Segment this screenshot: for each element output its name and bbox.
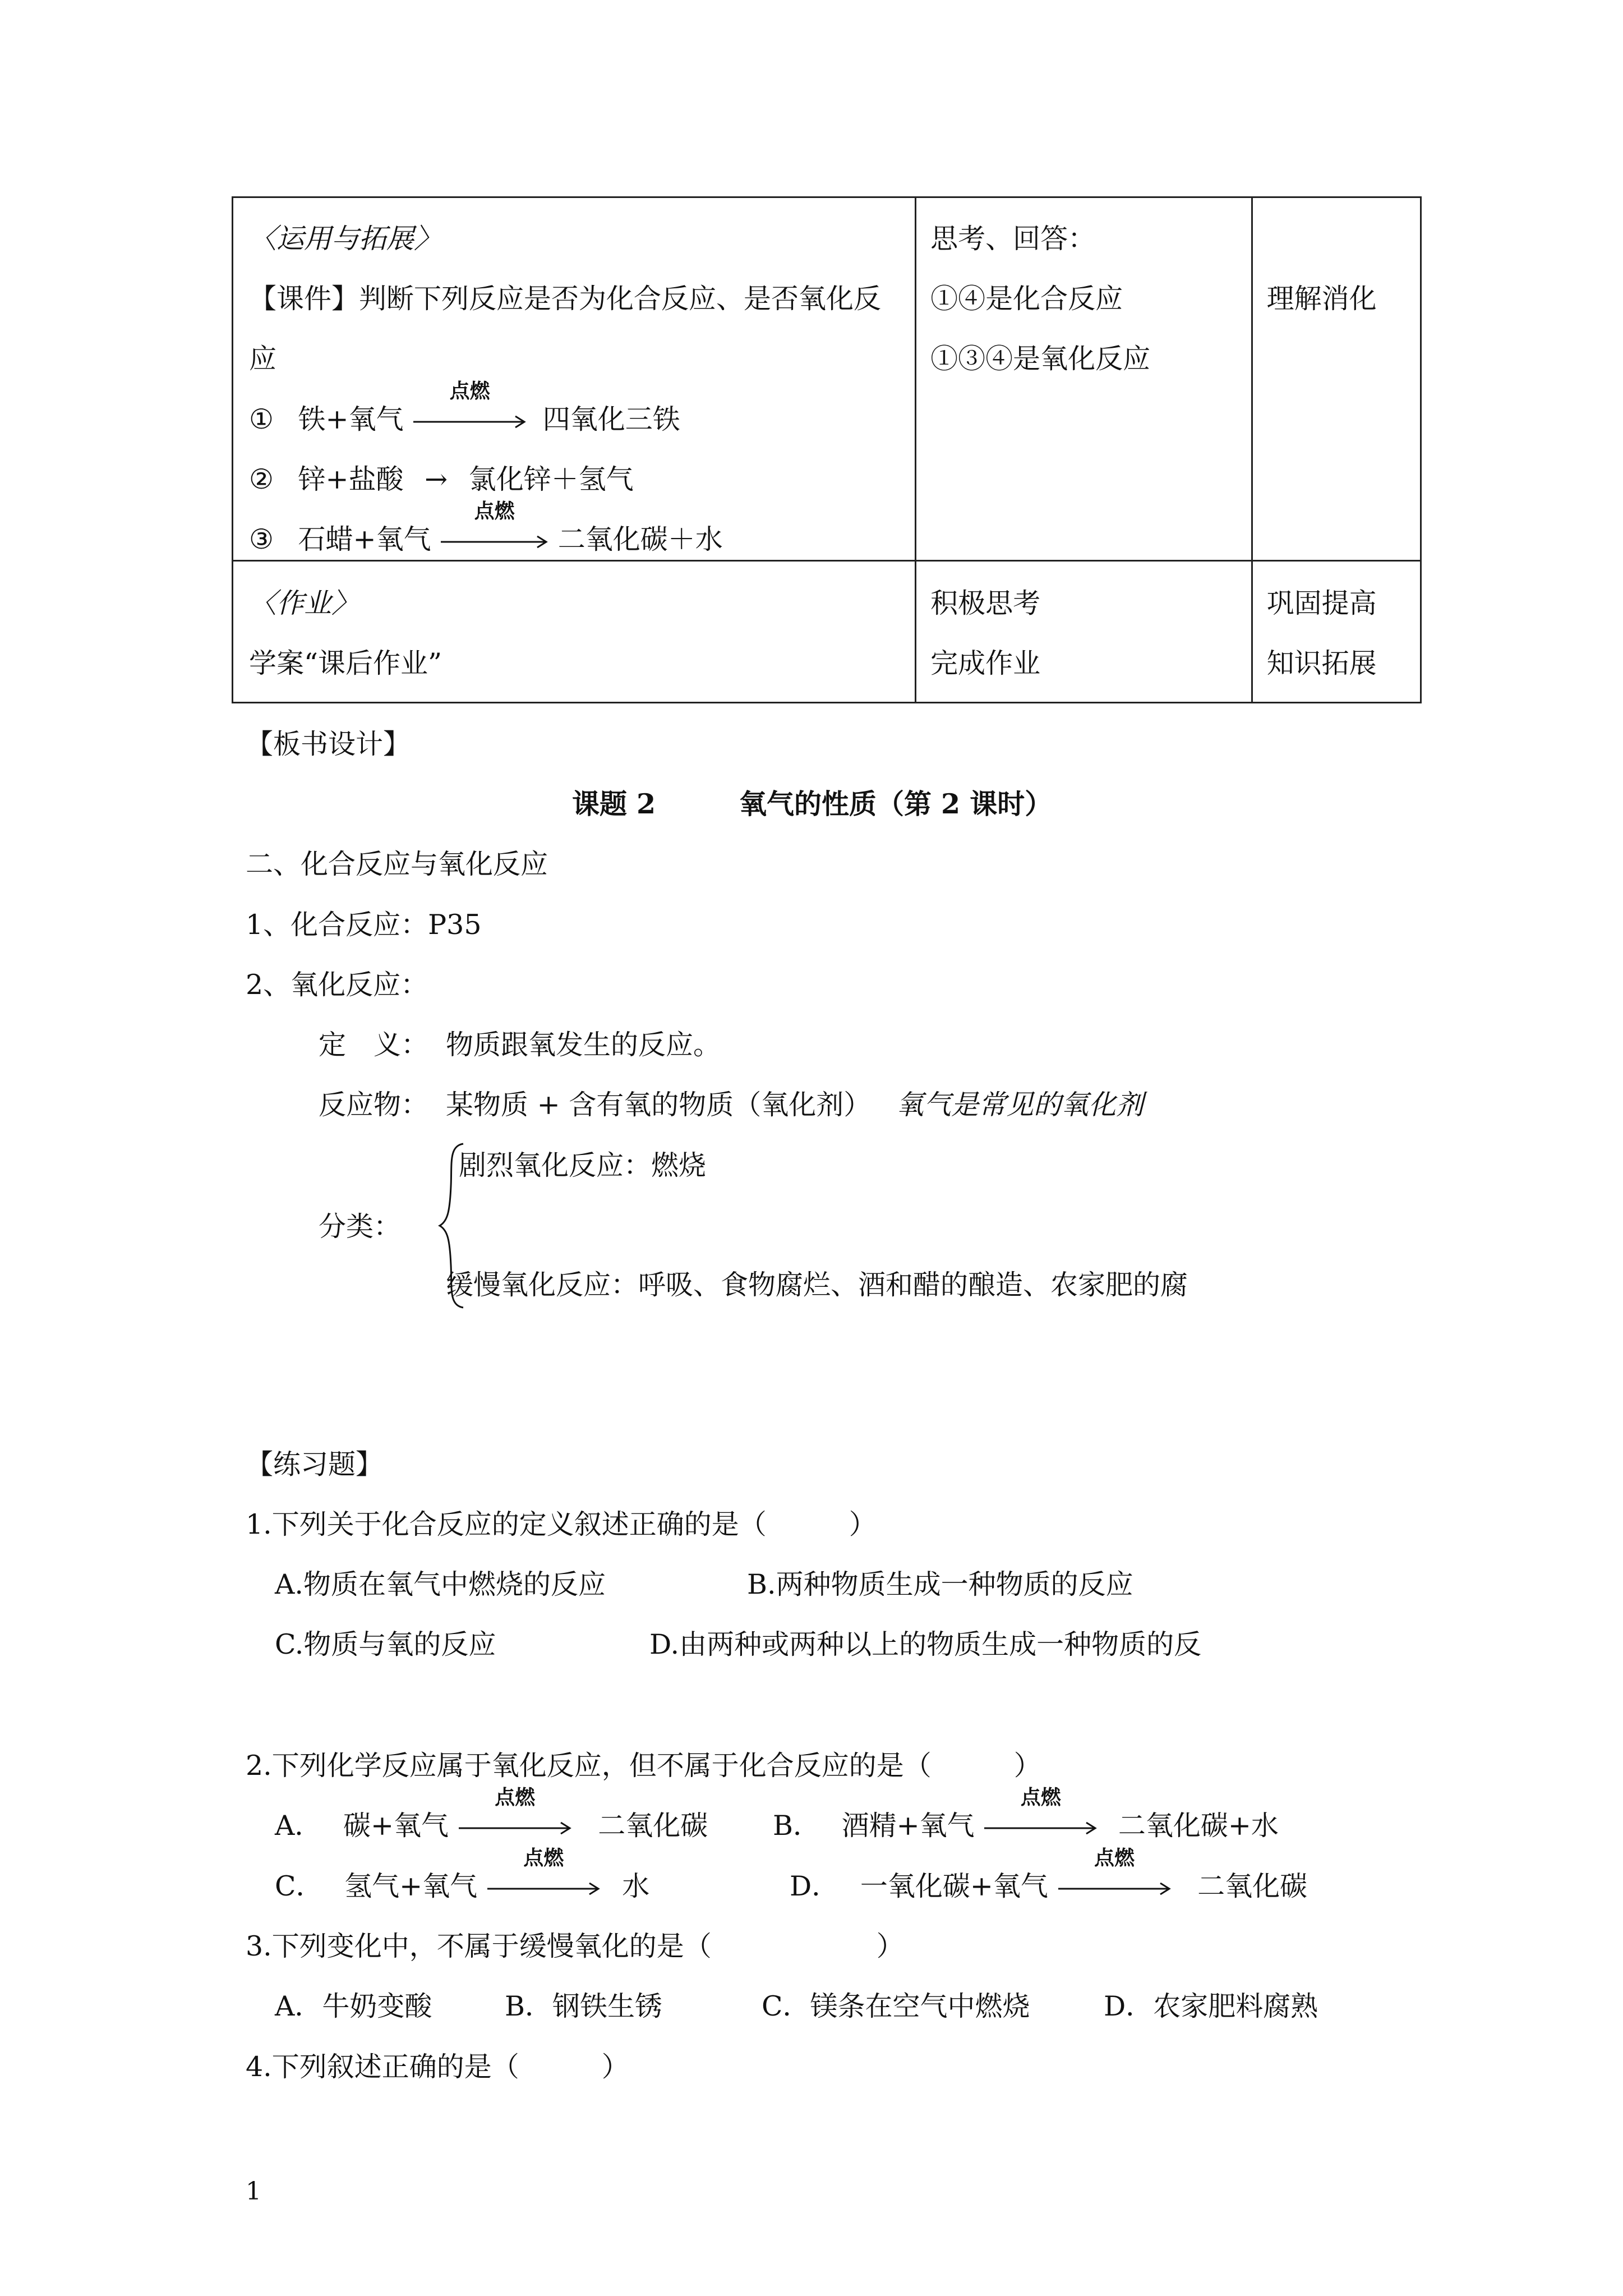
reaction-1 [249,379,680,435]
reactants: 酒精+氧气 [841,1810,975,1842]
classification-item: 缓慢氧化反应：呼吸、食物腐烂、酒和醋的酿造、农家肥的腐 [446,1269,1188,1301]
reaction-arrow [1057,1846,1172,1900]
definition-text: 物质跟氧发生的反应。 [446,1029,721,1061]
question-stem: 3.下列变化中，不属于缓慢氧化的是（ ） [246,1930,904,1962]
reaction-arrow [486,1846,601,1900]
option-a: A．牛奶变酸 [275,1990,432,2022]
long-arrow-icon [983,1820,1098,1837]
table-cell [233,197,916,561]
option-b: B.两种物质生成一种物质的反应 [747,1568,1133,1600]
reactants: 石蜡+氧气 [298,523,431,555]
text-line: ①④是化合反应 [930,283,1123,315]
option-d: D．农家肥料腐熟 [1104,1990,1318,2022]
option-a [275,1786,708,1842]
reactants: 一氧化碳+氧气 [860,1870,1048,1902]
table-cell [233,561,916,703]
text-line: 思考、回答： [930,223,1096,255]
lesson-title-number: 课题 2 [572,788,656,820]
option-a: A.物质在氧气中燃烧的反应 [275,1568,606,1600]
condition-label: 点燃 [1020,1786,1061,1809]
table-row [233,561,1421,703]
reaction-arrow [983,1786,1098,1839]
products: 二氧化碳+水 [1118,1810,1279,1842]
option-c [275,1846,650,1902]
reactant-text: 某物质 + 含有氧的物质（氧化剂） [446,1089,872,1121]
text-line: 积极思考 [930,587,1041,619]
long-arrow-icon [440,533,549,550]
text-line: 【课件】判断下列反应是否为化合反应、是否氧化反 [249,283,882,315]
products: 水 [622,1870,650,1902]
reactants: 锌+盐酸 [298,463,404,495]
reaction-arrow [440,499,549,553]
text-line: 1、化合反应：P35 [246,909,482,941]
reactant-note: 氧气是常见的氧化剂 [896,1089,1144,1121]
question-stem: 1.下列关于化合反应的定义叙述正确的是（ ） [246,1508,877,1540]
option-letter: C． [275,1870,324,1902]
section-heading: 〈作业〉 [249,587,359,619]
option-c: C.物质与氧的反应 [275,1628,496,1660]
condition-label: 点燃 [474,499,515,523]
condition-label: 点燃 [449,379,490,403]
reaction-number: ① [249,403,274,435]
table-row [233,197,1421,561]
lesson-title: 氧气的性质（第 2 课时） [739,788,1053,820]
option-d: D.由两种或两种以上的物质生成一种物质的反 [649,1628,1202,1660]
table-cell [916,197,1252,561]
classification-label: 分类： [319,1211,402,1243]
products: 二氧化碳＋水 [557,523,723,555]
option-letter: B． [773,1810,821,1842]
products: 四氧化三铁 [542,403,680,435]
text-line: ①③④是氧化反应 [930,343,1151,375]
text-line: 2、氧化反应： [246,969,428,1001]
reaction-number: ② [249,463,274,495]
question-stem: 2.下列化学反应属于氧化反应，但不属于化合反应的是（ ） [246,1750,1041,1782]
long-arrow-icon [412,413,527,430]
reactant-label: 反应物： [319,1089,429,1121]
exercises-label: 【练习题】 [246,1448,384,1480]
lesson-table [232,196,1422,703]
section-heading: 二、化合反应与氧化反应 [246,848,548,880]
condition-label: 点燃 [495,1786,536,1809]
products: 二氧化碳 [1197,1870,1308,1902]
option-letter: A． [275,1810,322,1842]
text-line: 应 [249,343,277,375]
reaction-arrow [412,379,527,433]
reactants: 碳+氧气 [343,1810,449,1842]
reactants: 铁+氧气 [298,403,404,435]
table-cell [1252,197,1421,561]
table-cell [1252,561,1421,703]
option-b [773,1786,1279,1842]
page-number: 1 [246,2177,261,2206]
products: 二氧化碳 [598,1810,708,1842]
board-design-label: 【板书设计】 [246,728,411,760]
question-stem: 4.下列叙述正确的是（ ） [246,2051,629,2083]
text-line: 学案“课后作业” [249,647,442,679]
long-arrow-icon [486,1880,601,1897]
section-heading: 〈运用与拓展〉 [249,223,442,255]
option-letter: D． [790,1870,840,1902]
definition-label: 定 义： [319,1029,429,1061]
table-cell [916,561,1252,703]
condition-label: 点燃 [1094,1846,1135,1870]
reaction-number: ③ [249,523,274,555]
reactants: 氢气+氧气 [344,1870,478,1902]
option-c: C．镁条在空气中燃烧 [762,1990,1030,2022]
text-line: 巩固提高 [1266,587,1377,619]
products: 氯化锌＋氢气 [468,463,634,495]
classification-item: 剧烈氧化反应：燃烧 [459,1149,707,1181]
reaction-3 [249,499,723,555]
text-line: 知识拓展 [1266,647,1377,679]
text-line: 完成作业 [930,647,1041,679]
condition-label: 点燃 [523,1846,564,1870]
long-arrow-icon [1057,1880,1172,1897]
option-d [790,1846,1308,1902]
text-line: 理解消化 [1266,283,1377,315]
arrow-icon: → [425,463,448,495]
reaction-arrow [458,1786,573,1839]
option-b: B．钢铁生锈 [505,1990,663,2022]
reaction-2 [249,463,634,495]
long-arrow-icon [458,1820,573,1837]
